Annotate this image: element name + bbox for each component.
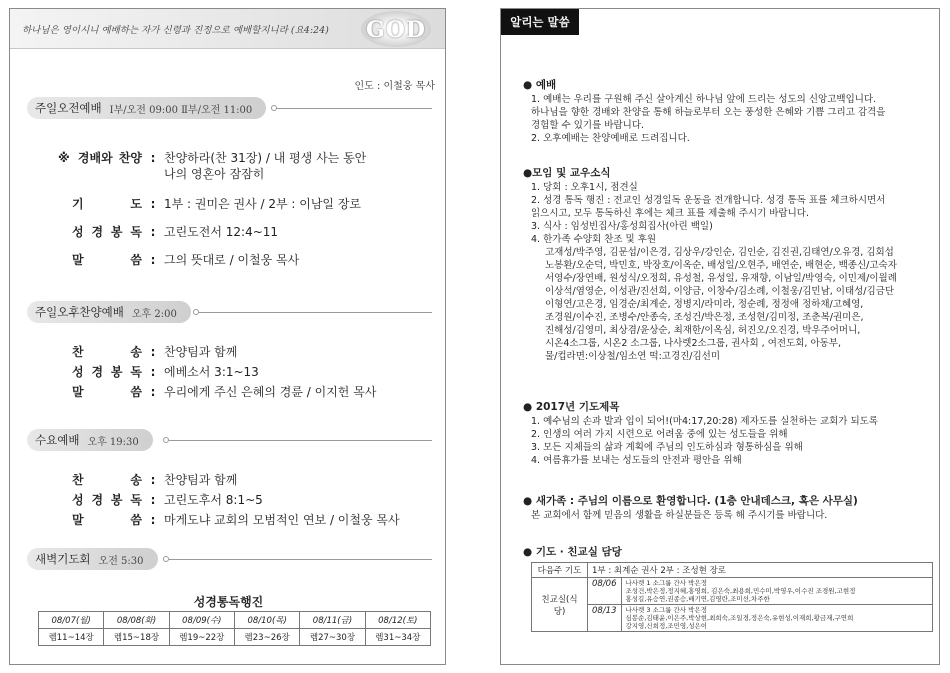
bible-reading-title: 성경통독행진	[193, 595, 264, 609]
worship-notice	[523, 79, 928, 145]
section-morning-service	[27, 97, 432, 119]
reading-day: 08/11(금)	[300, 612, 365, 629]
reading-day: 08/08(화)	[104, 612, 169, 629]
row-value: 고린도후서 8:1~5	[164, 493, 263, 507]
fellowship-row	[532, 605, 933, 632]
prayer-room-heading: ● 기도 · 친교실 담당	[523, 546, 622, 558]
reading-chapters: 렘31~34장	[365, 629, 430, 646]
god-logo-text: GOD	[365, 17, 427, 43]
row-value: 찬양팀과 함께	[164, 345, 238, 359]
afternoon-row-sermon	[72, 384, 376, 400]
section-pill	[27, 301, 191, 323]
afternoon-row-hymn	[72, 344, 237, 360]
reading-chapters: 렘19~22장	[169, 629, 234, 646]
reading-chapters: 렘15~18장	[104, 629, 169, 646]
row-colon: :	[150, 225, 156, 239]
row-label: 찬 송	[72, 473, 142, 487]
row-colon: :	[150, 253, 156, 267]
banner-verse: 하나님은 영이시니 예배하는 자가 신령과 진정으로 예배할지니라 (요4:24)	[22, 25, 329, 36]
morning-row-sermon	[72, 252, 299, 268]
worship-heading: ● 예배	[523, 79, 557, 91]
section-title: 주일오후찬양예배	[35, 305, 124, 319]
newcomers-text: 본 교회에서 함께 믿음의 생활을 하실분들은 등록 해 주시기를 바랍니다.	[531, 510, 828, 521]
row-value: 우리에게 주신 은혜의 경륜 / 이지헌 목사	[164, 385, 377, 399]
row-colon: :	[150, 493, 156, 507]
meeting-item-text: 3. 식사 : 임성빈집사/홍성희집사(아린 백일)	[531, 221, 713, 232]
row-colon: :	[150, 365, 156, 379]
morning-row-scripture	[72, 224, 278, 240]
row-label: ※ 경배와 찬양	[58, 151, 142, 165]
prayer-room-table	[531, 562, 933, 632]
section-time: Ⅰ부/오전 09:00 Ⅱ부/오전 11:00	[109, 104, 253, 116]
worship-item-text: 2. 오후예배는 찬양예배로 드려집니다.	[531, 133, 690, 144]
reading-day: 08/07(월)	[39, 612, 104, 629]
section-time: 오후 19:30	[87, 436, 139, 448]
meeting-notice	[523, 167, 928, 363]
row-label: 말 씀	[72, 513, 142, 527]
section-divider	[277, 108, 432, 109]
entry-detail: 나사렛 1 소그룹 간사 박은정 조성건,박은정,정지혜,홍영희, 김은숙,최용희,민수미,박영우,이수진 조경원,고현정 홍성길,유승연,권종승,배기연,김영란,조미선,차주한	[621, 578, 933, 605]
section-pill	[27, 97, 266, 119]
meeting-item-text: 1. 당회 : 오후1시, 점견실	[531, 182, 638, 193]
row-value: 마게도냐 교회의 모범적인 연보 / 이철웅 목사	[164, 513, 400, 527]
next-week-row	[532, 563, 933, 578]
newcomers-notice	[523, 495, 928, 522]
prayer-topic-item: 1. 예수님의 손과 발과 입이 되어!(마4:17,20:28) 제자도를 실천하는 교회가 되도록	[531, 416, 878, 427]
section-title: 주일오전예배	[35, 101, 102, 115]
section-wednesday-service	[27, 429, 432, 451]
section-dawn-prayer	[27, 548, 432, 570]
meeting-item-text: 2. 성경 통독 행진 : 전교인 성경일독 운동을 전개합니다. 성경 통독 표를 체크하시면서 읽으시고, 모두 통독하신 후에는 체크 표를 제출해 주시기 바랍니다.	[531, 195, 886, 219]
prayer-topic-item: 4. 여름휴가를 보내는 성도들의 안전과 평안을 위해	[531, 455, 742, 466]
reading-day: 08/10(목)	[234, 612, 299, 629]
section-pill	[27, 429, 153, 451]
section-title: 새벽기도회	[35, 552, 91, 566]
meeting-item-text: 4. 한가족 수양회 찬조 및 후원	[531, 234, 657, 245]
prayer-topic-item: 2. 인생의 여러 가지 시련으로 어려움 중에 있는 성도들을 위해	[531, 429, 788, 440]
row-label: 성 경 봉 독	[72, 225, 142, 239]
section-time: 오전 5:30	[98, 555, 144, 567]
verse-banner	[10, 9, 445, 49]
row-value: 에베소서 3:1~13	[164, 365, 259, 379]
order-of-service-panel	[9, 8, 446, 665]
reading-chapters: 렘23~26장	[234, 629, 299, 646]
morning-row-prayer	[72, 196, 361, 212]
section-divider	[199, 312, 432, 313]
row-value: 고린도전서 12:4~11	[164, 225, 279, 239]
row-colon: :	[150, 345, 156, 359]
worship-item	[523, 132, 928, 145]
section-pill	[27, 548, 158, 570]
row-label: 말 씀	[72, 385, 142, 399]
entry-detail: 나사렛 3 소그룹 간사 박은정 심봉순,김태윤,이은주,박상현,최희숙,조일경,정은숙,유현성,이재희,황금재,구연희 강지영,신희정,조민영,성은이	[621, 605, 933, 632]
worship-item-text: 1. 예배는 우리를 구원해 주신 살아계신 하나님 앞에 드리는 성도의 신앙고백입니다. 하나님을 향한 경배와 찬양을 통해 하늘로부터 오는 풍성한 은혜와 기쁨 그리고 감격을 경험할 수 있기를 바랍니다.	[531, 94, 886, 131]
row-colon: :	[150, 151, 156, 165]
entry-date: 08/06	[588, 578, 622, 605]
meeting-item	[523, 194, 928, 220]
row-label: 찬 송	[72, 345, 142, 359]
worship-item	[523, 93, 928, 132]
wednesday-row-sermon	[72, 512, 400, 528]
bible-reading-table	[38, 611, 431, 646]
prayer-topics-heading: ● 2017년 기도제목	[523, 401, 620, 413]
row-label: 성 경 봉 독	[72, 493, 142, 507]
entry-date: 08/13	[588, 605, 622, 632]
meeting-heading: ●모임 및 교우소식	[523, 167, 611, 179]
row-value: 그의 뜻대로 / 이철웅 목사	[164, 253, 300, 267]
prayer-topic-item: 3. 모든 지체들의 삶과 계획에 주님의 인도하심과 형통하심을 위해	[531, 442, 803, 453]
morning-row-praise	[58, 150, 366, 182]
next-week-label: 다음주 기도	[532, 563, 588, 578]
prayer-topics-notice	[523, 401, 928, 467]
newcomers-heading: ● 새가족 : 주님의 이름으로 환영합니다. (1층 안내데스크, 혹은 사무실)	[523, 495, 858, 507]
row-value: 찬양팀과 함께	[164, 473, 238, 487]
prayer-room-notice	[523, 546, 928, 560]
row-colon: :	[150, 513, 156, 527]
section-afternoon-service	[27, 301, 432, 323]
bible-reading-chapters	[39, 629, 431, 646]
afternoon-row-scripture	[72, 364, 259, 380]
fellowship-room-label: 친교실(식당)	[532, 578, 588, 632]
meeting-item	[523, 181, 928, 194]
reading-chapters: 렘11~14장	[39, 629, 104, 646]
next-week-value: 1부 : 최계순 권사 2부 : 조성현 장로	[588, 563, 933, 578]
reading-day: 08/09(수)	[169, 612, 234, 629]
wednesday-row-scripture	[72, 492, 263, 508]
donor-list: 고재성/박주영, 김문섭/이은경, 김상우/강인순, 김인순, 김진권,김태연/오유경, 김회섭 노봉환/오순덕, 박민호, 박장호/이옥순, 배성일/오현주, 배연순, 배현순, 백종신/고숙자 서영수/장연배, 원성식/오정희, 유성철, 유성일, 유재향, 이남일/박영숙, 이민제/이월례 이상석/염영순, 이성관/진선희, 이양금, 이창수/김소례, 이철웅/김민남, 이태성/김금단 이형연/고은경, 임경순/최계순, 정병지/라미라, 정순례, 정정애 정하채/고혜영, 조경원/이수진, 조병수/안종숙, 조성건/박은정, 조성현/김미정, 조춘복/권미은, 진해성/김영미, 최상겸/윤상순, 최재한/이옥심, 허진오/오진경, 박우주어머니, 시온4소그룹, 시온2 소그룹, 나사렛2소그룹, 권사회 , 여전도회, 아동부, 물/컵라면:이상철/임소연 떡:고경진/김선미	[545, 247, 897, 362]
reading-day: 08/12(토)	[365, 612, 430, 629]
row-value: 찬양하라(찬 31장) / 내 평생 사는 동안 나의 영혼아 잠잠히	[164, 151, 367, 181]
god-logo	[361, 11, 431, 47]
row-colon: :	[150, 473, 156, 487]
meeting-item	[523, 233, 928, 246]
meeting-item	[523, 220, 928, 233]
row-label: 성 경 봉 독	[72, 365, 142, 379]
row-colon: :	[150, 385, 156, 399]
row-colon: :	[150, 197, 156, 211]
section-divider	[169, 440, 432, 441]
wednesday-row-hymn	[72, 472, 237, 488]
announcements-tab: 알리는 말씀	[501, 9, 579, 35]
section-time: 오후 2:00	[131, 308, 177, 320]
row-value: 1부 : 권미은 권사 / 2부 : 이남일 장로	[164, 197, 362, 211]
bible-reading-days	[39, 612, 431, 629]
section-title: 수요예배	[35, 433, 80, 447]
service-leader: 인도 : 이철웅 목사	[354, 81, 435, 92]
row-label: 말 씀	[72, 253, 142, 267]
reading-chapters: 렘27~30장	[300, 629, 365, 646]
fellowship-row	[532, 578, 933, 605]
row-label: 기 도	[72, 197, 142, 211]
section-divider	[169, 559, 432, 560]
announcements-panel	[500, 8, 940, 665]
